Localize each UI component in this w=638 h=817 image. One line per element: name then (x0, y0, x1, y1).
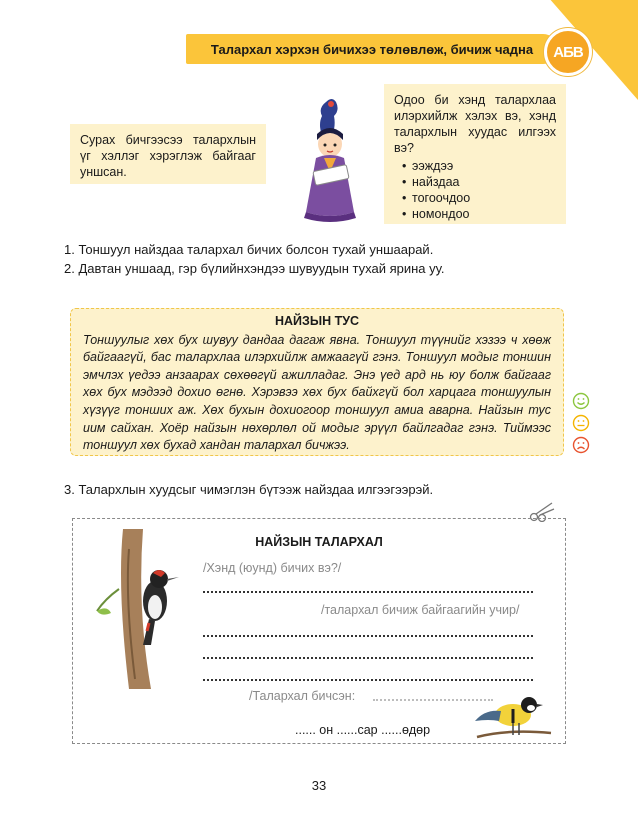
girl-reading-illustration-icon (290, 96, 370, 222)
list-item: • найздаа (412, 174, 556, 190)
sad-face-icon[interactable] (572, 436, 590, 454)
task-1: 1. Тоншуул найздаа талархал бичих болсон тухай уншаарай. (64, 242, 434, 257)
hint-recipient: /Хэнд (юунд) бичих вэ?/ (203, 561, 342, 575)
story-title: НАЙЗЫН ТУС (274, 314, 360, 328)
line-message-3[interactable] (203, 679, 533, 681)
list-item: • ээждээ (412, 158, 556, 174)
hint-reason: /талархал бичиж байгаагийн учир/ (321, 603, 520, 617)
alphabet-badge-icon (544, 28, 592, 76)
lesson-title: Талархал хэрхэн бичихээ төлөвлөж, бичиж чадна (210, 41, 534, 57)
lesson-header (186, 34, 558, 64)
list-item: • тогоочдоо (412, 190, 556, 206)
thank-you-card (72, 518, 566, 744)
happy-face-icon[interactable] (572, 392, 590, 410)
note-right-text: Одоо би хэнд талархлаа илэрхийлж хэлэх вэ, хэнд талархлын хуудас илгээх вэ? (394, 93, 556, 155)
hint-signed: /Талархал бичсэн: (249, 689, 356, 703)
task-3: 3. Талархлын хуудсыг чимэглэн бүтээж найздаа илгээгээрэй. (64, 482, 434, 497)
page-number: 33 (311, 778, 327, 793)
story-text: Тоншуулыг хөх бух шувуу дандаа дагаж явна. Тоншуул түүнийг хэзээ ч хөөж байгаагүй, бас талархлаа илэрхийлж амжаагүй гэнэ. Тоншуул модыг тоншин эмчлэх үедээ анзаарах сөхөөгүй ажилладаг. Энэ үед ард нь юу болж байгааг хөх бух мэдээд дохио өгнө. Хэрэвээ хөх бух байхгүй бол харцага тоншуулын хүзүүг тонших аж. Хөх бухын дохиогоор тоншуул амиа аварна. Найзын тус иим сайхан. Хоёр найзын нөхөрлөл ой модыг эрүүл байлгадаг гэнэ. Тиймээс тоншуул хөх бухад хандан талархал бичжээ. (83, 332, 551, 453)
note-read-phrases (70, 124, 266, 184)
woodpecker-illustration-icon (93, 529, 183, 689)
note-left-text: Сурах бичгээсээ талархлын үг хэллэг хэрэглэж байгааг уншсан. (80, 133, 256, 179)
task-2: 2. Давтан уншаад, гэр бүлийнхэндээ шувуудын тухай ярина уу. (64, 261, 445, 276)
badge-letters: АБВ (553, 43, 583, 61)
date-line: ...... он ......сар ......өдөр (295, 723, 431, 737)
neutral-face-icon[interactable] (572, 414, 590, 432)
list-item: • номондоо (412, 206, 556, 222)
self-assessment-faces (572, 392, 592, 458)
note-whom-to-thank (384, 84, 566, 224)
line-message-2[interactable] (203, 657, 533, 659)
tit-bird-illustration-icon (473, 689, 553, 743)
story-box (70, 308, 564, 456)
card-title: НАЙЗЫН ТАЛАРХАЛ (255, 535, 383, 549)
recipient-list (394, 158, 556, 222)
line-recipient[interactable] (203, 591, 533, 593)
line-message-1[interactable] (203, 635, 533, 637)
